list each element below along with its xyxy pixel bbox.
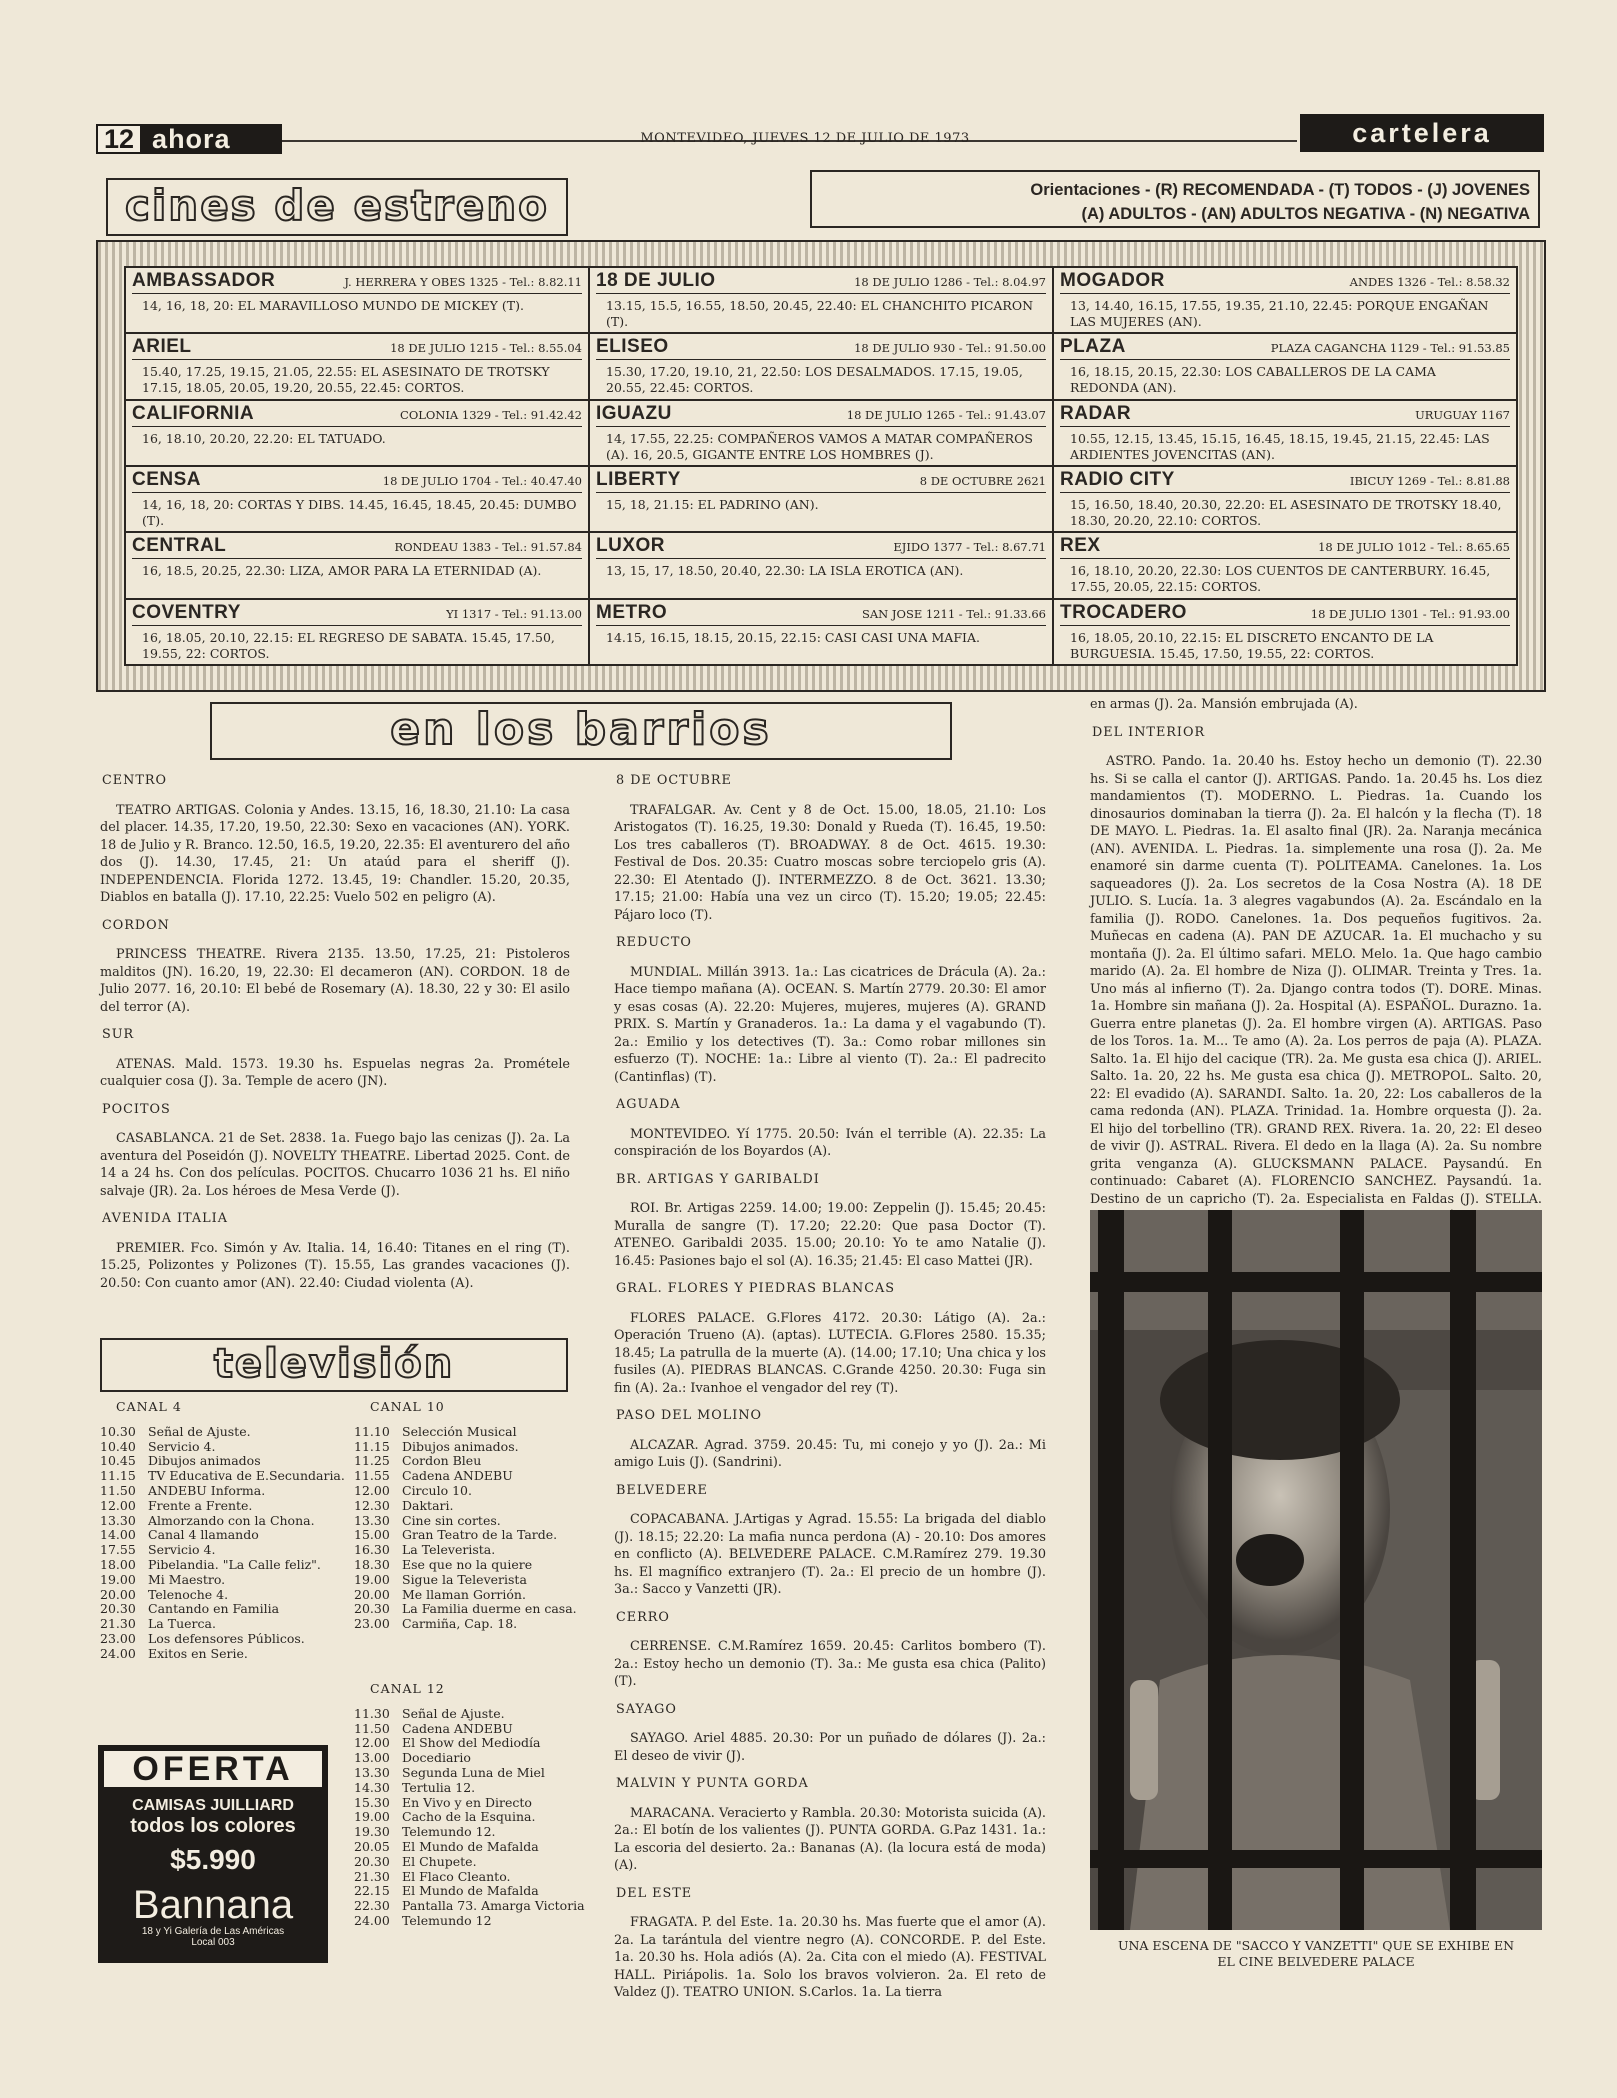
- cinema-address: URUGUAY 1167: [1415, 407, 1510, 422]
- tv-program-title: Selección Musical: [402, 1423, 517, 1439]
- ad-product-line-2: todos los colores: [130, 1815, 296, 1837]
- cinema-listing: [126, 467, 588, 531]
- listing-paragraph: CASABLANCA. 21 de Set. 2838. 1a. Fuego bajo las cenizas (J). 2a. La aventura del Poseidón (J). NOVELTY THEATRE. Libertad 2025. Cont. de 14 a 24 hs. Con dos películas. POCITOS. Chucarro 1036 21 hs. El niño salvaje (JR). 2a. Los héroes de Mesa Verde (J).: [100, 1131, 570, 1199]
- tv-program-time: 20.30: [354, 1853, 390, 1869]
- tv-program-time: 20.30: [354, 1601, 390, 1617]
- cinema-listing: [590, 533, 1052, 597]
- cinema-header: [1060, 535, 1510, 559]
- tv-program-time: 11.15: [354, 1438, 390, 1454]
- tv-program-title: Cine sin cortes.: [402, 1512, 501, 1528]
- barrios-column-3: [1090, 696, 1542, 1236]
- tv-program-row: [354, 1766, 594, 1781]
- tv-program-time: 11.15: [100, 1468, 136, 1484]
- tv-program-title: Tertulia 12.: [402, 1779, 476, 1795]
- cinema-listing: [126, 334, 588, 398]
- canal-4-list: [100, 1425, 350, 1662]
- tv-program-time: 18.30: [354, 1556, 390, 1572]
- cinema-listing: [126, 268, 588, 332]
- canal-12-schedule: [354, 1682, 594, 1929]
- tv-program-row: [354, 1840, 594, 1855]
- cinema-address: YI 1317 - Tel.: 91.13.00: [446, 606, 582, 621]
- tv-program-title: Dibujos animados: [148, 1453, 261, 1469]
- canal-10-heading: CANAL 10: [370, 1399, 445, 1414]
- cinema-listing: [590, 401, 1052, 465]
- tv-program-row: [100, 1602, 350, 1617]
- cinema-address: 8 DE OCTUBRE 2621: [919, 474, 1046, 488]
- cinema-listing: [126, 600, 588, 664]
- neighborhood-heading: MALVIN Y PUNTA GORDA: [616, 1776, 809, 1791]
- listing-paragraph: COPACABANA. J.Artigas y Agrad. 15.55: La brigada del diablo (J). 18.15; 22.20: La mafia nunca perdona (A) - 20.10: Dos amores en conflicto (A). BELVEDERE PALACE. C.M.Ramírez 279. 19.30 hs. El magnífico extranjero (T). 2a.: El precio de un hombre (J). 3a.: Sacco y Vanzetti (JR).: [614, 1512, 1046, 1597]
- cinema-listing: [126, 533, 588, 597]
- cinema-listing: [1054, 467, 1516, 531]
- tv-program-title: El Show del Mediodía: [402, 1735, 541, 1751]
- cinema-header: [132, 535, 582, 559]
- tv-program-title: Exitos en Serie.: [148, 1645, 248, 1661]
- neighborhood-heading: AVENIDA ITALIA: [102, 1211, 228, 1226]
- tv-program-row: [354, 1528, 594, 1543]
- tv-program-title: Docediario: [402, 1750, 471, 1766]
- tv-program-time: 21.30: [354, 1868, 390, 1884]
- ad-store-local: Local 003: [191, 1937, 235, 1948]
- photo-caption: [1090, 1938, 1542, 1970]
- tv-program-row: [354, 1722, 594, 1737]
- tv-program-title: ANDEBU Informa.: [148, 1482, 266, 1498]
- tv-program-title: Ese que no la quiere: [402, 1556, 533, 1572]
- neighborhood-heading: AGUADA: [616, 1097, 681, 1112]
- cinema-header: [1060, 602, 1510, 626]
- section-tag: cartelera: [1300, 114, 1544, 152]
- tv-program-title: Telenoche 4.: [148, 1586, 229, 1602]
- tv-program-title: Canal 4 llamando: [148, 1527, 259, 1543]
- cinema-name: REX: [1060, 535, 1101, 557]
- tv-program-time: 13.30: [100, 1512, 136, 1528]
- cinema-listing: [590, 268, 1052, 332]
- tv-program-row: [354, 1484, 594, 1499]
- cinema-header: [596, 535, 1046, 559]
- cinema-name: PLAZA: [1060, 336, 1126, 358]
- cinema-name: TROCADERO: [1060, 601, 1187, 623]
- cinema-showtimes: 14, 16, 18, 20: EL MARAVILLOSO MUNDO DE MICKEY (T).: [142, 298, 524, 313]
- cinema-address: 18 DE JULIO 1265 - Tel.: 91.43.07: [846, 407, 1046, 422]
- tv-program-row: [100, 1573, 350, 1588]
- tv-program-row: [100, 1484, 350, 1499]
- photo-caption-line-2: EL CINE BELVEDERE PALACE: [1217, 1954, 1415, 1969]
- tv-program-time: 18.00: [100, 1556, 136, 1572]
- cinema-header: [132, 270, 582, 294]
- tv-program-row: [100, 1514, 350, 1529]
- cinema-name: ELISEO: [596, 336, 669, 358]
- canal-12-list: [354, 1707, 594, 1929]
- tv-program-title: TV Educativa de E.Secundaria.: [148, 1468, 345, 1484]
- tv-program-time: 17.55: [100, 1542, 136, 1558]
- cinema-name: CALIFORNIA: [132, 402, 255, 424]
- tv-program-row: [354, 1454, 594, 1469]
- cinema-listing: [1054, 533, 1516, 597]
- canal-4-heading: CANAL 4: [116, 1399, 182, 1414]
- cinema-showtimes: 16, 18.10, 20.20, 22.20: EL TATUADO.: [142, 430, 386, 446]
- tv-program-row: [100, 1558, 350, 1573]
- cinema-address: 18 DE JULIO 1012 - Tel.: 8.65.65: [1318, 540, 1510, 555]
- orientaciones-line-1: Orientaciones - (R) RECOMENDADA - (T) TODOS - (J) JOVENES: [1030, 181, 1530, 199]
- tv-program-row: [100, 1588, 350, 1603]
- dateline: MONTEVIDEO, JUEVES 12 DE JULIO DE 1973: [640, 131, 970, 146]
- tv-program-title: Los defensores Públicos.: [148, 1630, 305, 1646]
- tv-program-title: Señal de Ajuste.: [402, 1705, 505, 1721]
- cinema-address: 18 DE JULIO 1215 - Tel.: 8.55.04: [390, 341, 582, 356]
- cinema-showtimes: 14, 16, 18, 20: CORTAS Y DIBS. 14.45, 16.45, 18.45, 20.45: DUMBO (T).: [142, 497, 577, 528]
- cinema-header: [596, 403, 1046, 427]
- listing-paragraph: en armas (J). 2a. Mansión embrujada (A).: [1090, 697, 1358, 712]
- cinema-header: [132, 469, 582, 493]
- tv-program-title: La Televerista.: [402, 1542, 496, 1558]
- tv-program-row: [100, 1499, 350, 1514]
- cinema-header: [1060, 336, 1510, 360]
- tv-program-time: 22.15: [354, 1883, 390, 1899]
- tv-program-row: [354, 1870, 594, 1885]
- tv-program-row: [354, 1855, 594, 1870]
- television-title: televisión: [100, 1338, 568, 1392]
- tv-program-time: 20.30: [100, 1601, 136, 1617]
- tv-program-row: [100, 1454, 350, 1469]
- cinema-name: MOGADOR: [1060, 270, 1165, 291]
- cinema-listing: [1054, 600, 1516, 664]
- cinema-header: [596, 336, 1046, 360]
- cinema-address: IBICUY 1269 - Tel.: 8.81.88: [1349, 474, 1510, 488]
- tv-program-row: [354, 1810, 594, 1825]
- listing-paragraph: CERRENSE. C.M.Ramírez 1659. 20.45: Carlitos bombero (T). 2a.: Estoy hecho un demonio (T). 3a.: Me gusta esa chica (Palito) (T).: [614, 1639, 1046, 1689]
- neighborhood-heading: BELVEDERE: [616, 1482, 708, 1498]
- cinema-address: 18 DE JULIO 1704 - Tel.: 40.47.40: [382, 474, 582, 488]
- tv-program-time: 16.30: [354, 1542, 390, 1558]
- cinema-showtimes: 13, 14.40, 16.15, 17.55, 19.35, 21.10, 22.45: PORQUE ENGAÑAN LAS MUJERES (AN).: [1070, 298, 1489, 329]
- orientaciones-legend: [810, 170, 1540, 228]
- tv-program-title: El Mundo de Mafalda: [402, 1838, 539, 1854]
- neighborhood-heading: REDUCTO: [616, 935, 692, 950]
- tv-program-row: [354, 1469, 594, 1484]
- tv-program-title: El Chupete.: [402, 1853, 477, 1869]
- cinema-name: AMBASSADOR: [132, 270, 276, 291]
- neighborhood-heading: SUR: [102, 1027, 135, 1042]
- listing-paragraph: FRAGATA. P. del Este. 1a. 20.30 hs. Mas fuerte que el amor (A). 2a. La tarántula del vientre negro (A). CONCORDE. P. del Este. 1a. 20.30 hs. Hola adiós (A). 2a. Cita con el miedo (A). FESTIVAL HALL. Piriápolis. 1a. Solo los bravos volvieron. 2a. El reto de Valdez (J). TEATRO UNION. S.Carlos. 1a. La tierra: [614, 1915, 1046, 2000]
- orientaciones-line-2: (A) ADULTOS - (AN) ADULTOS NEGATIVA - (N) NEGATIVA: [1081, 205, 1530, 223]
- listing-paragraph: MARACANA. Veracierto y Rambla. 20.30: Motorista suicida (A). 2a.: El botín de los valientes (J). PUNTA GORDA. G.Paz 1431. 1a.: La escoria del desierto. 2a.: Bananas (A). (la locura está de moda) (A).: [614, 1805, 1046, 1873]
- neighborhood-heading: 8 DE OCTUBRE: [616, 773, 732, 788]
- listing-paragraph: ROI. Br. Artigas 2259. 14.00; 19.00: Zeppelin (J). 15.45; 20.45: Muralla de sangre (T). 17.20; 22.20: Que pasa Doctor (T). ATENEO. Garibaldi 2035. 15.00; 20.10: Yo te amo Natalie (J). 16.45: Pasiones bajo el sol (A). 16.35; 21.45: El caso Mattei (JR).: [614, 1201, 1046, 1269]
- cinema-listing: [590, 600, 1052, 664]
- tv-program-title: Segunda Luna de Miel: [402, 1764, 545, 1780]
- tv-program-row: [354, 1914, 594, 1929]
- tv-program-time: 21.30: [100, 1616, 136, 1632]
- tv-program-time: 19.00: [354, 1809, 390, 1825]
- cinema-listing: [590, 467, 1052, 531]
- tv-program-time: 20.05: [354, 1838, 390, 1854]
- tv-program-title: Almorzando con la Chona.: [148, 1512, 315, 1528]
- tv-program-time: 13.00: [354, 1750, 390, 1766]
- listing-paragraph: ALCAZAR. Agrad. 3759. 20.45: Tu, mi conejo y yo (J). 2a.: Mi amigo Luis (J). (Sandrini).: [614, 1437, 1046, 1470]
- ad-price: $5.990: [170, 1844, 256, 1875]
- cinema-name: IGUAZU: [596, 402, 672, 424]
- cinema-listing: [1054, 268, 1516, 332]
- tv-program-time: 15.30: [354, 1794, 390, 1810]
- listing-paragraph: PRINCESS THEATRE. Rivera 2135. 13.50, 17.25, 21: Pistoleros malditos (JN). 16.20, 19, 22.30: El decameron (AN). CORDON. 18 de Julio 2077. 16, 20.10: El bebé de Rosemary (A). 18.30, 22 y 30: El asilo del terror (A).: [100, 947, 570, 1015]
- tv-program-title: En Vivo y en Directo: [402, 1794, 532, 1810]
- canal-10-list: [354, 1425, 594, 1632]
- tv-program-time: 11.55: [354, 1468, 390, 1484]
- cinema-address: 18 DE JULIO 930 - Tel.: 91.50.00: [854, 341, 1046, 356]
- cinema-showtimes: 13, 15, 17, 18.50, 20.40, 22.30: LA ISLA EROTICA (AN).: [606, 563, 964, 579]
- neighborhood-heading: POCITOS: [102, 1101, 171, 1117]
- tv-program-time: 11.50: [354, 1720, 390, 1736]
- tv-program-time: 12.30: [354, 1497, 390, 1513]
- cinema-header: [132, 602, 582, 626]
- cinema-name: LUXOR: [596, 535, 665, 557]
- tv-program-time: 19.00: [100, 1571, 136, 1587]
- barrios-column-2: [614, 762, 1046, 2012]
- cinema-name: RADIO CITY: [1060, 469, 1175, 490]
- tv-program-row: [354, 1514, 594, 1529]
- cinema-name: 18 DE JULIO: [596, 270, 716, 291]
- cinema-showtimes: 14, 17.55, 22.25: COMPAÑEROS VAMOS A MATAR COMPAÑEROS (A). 16, 20.5, GIGANTE ENTRE LOS HOMBRES (J).: [606, 430, 1033, 462]
- tv-program-row: [100, 1469, 350, 1484]
- tv-program-time: 14.00: [100, 1527, 136, 1543]
- tv-program-row: [100, 1632, 350, 1647]
- tv-program-row: [354, 1736, 594, 1751]
- tv-program-time: 15.00: [354, 1527, 390, 1543]
- tv-program-title: El Mundo de Mafalda: [402, 1883, 539, 1899]
- cinema-header: [1060, 469, 1510, 493]
- tv-program-row: [354, 1707, 594, 1722]
- tv-program-row: [354, 1796, 594, 1811]
- tv-program-title: Cadena ANDEBU: [402, 1468, 513, 1484]
- tv-program-time: 12.00: [100, 1497, 136, 1513]
- tv-program-time: 22.30: [354, 1898, 390, 1914]
- cinema-name: RADAR: [1060, 402, 1132, 424]
- cinema-address: 18 DE JULIO 1301 - Tel.: 91.93.00: [1310, 606, 1510, 621]
- tv-program-title: Carmiña, Cap. 18.: [402, 1616, 518, 1632]
- cinema-address: PLAZA CAGANCHA 1129 - Tel.: 91.53.85: [1270, 341, 1510, 356]
- tv-program-title: Dibujos animados.: [402, 1438, 519, 1454]
- cinema-listing: [590, 334, 1052, 398]
- cinema-name: CENTRAL: [132, 535, 227, 557]
- canal-10-schedule: [354, 1400, 594, 1632]
- neighborhood-heading: DEL INTERIOR: [1092, 724, 1206, 740]
- tv-program-title: Circulo 10.: [402, 1482, 472, 1498]
- tv-program-row: [354, 1825, 594, 1840]
- tv-program-time: 13.30: [354, 1512, 390, 1528]
- tv-program-title: Cadena ANDEBU: [402, 1720, 513, 1736]
- listing-paragraph: PREMIER. Fco. Simón y Av. Italia. 14, 16.40: Titanes en el ring (T). 15.25, Polizontes y Polizones (T). 15.55, Las grandes vacaciones (J). 20.50: Con cuanto amor (AN). 22.40: Ciudad violenta (A).: [100, 1240, 570, 1291]
- cinema-address: SAN JOSE 1211 - Tel.: 91.33.66: [862, 606, 1046, 621]
- tv-program-time: 12.00: [354, 1735, 390, 1751]
- listing-paragraph: ASTRO. Pando. 1a. 20.40 hs. Estoy hecho un demonio (T). 22.30 hs. Si se calla el cantor (J). ARTIGAS. Pando. 1a. 20.45 hs. Los diez mandamientos (T). MODERNO. L. Piedras. 1a. Cuando los dinosaurios dominaban la tierra (J). 2a. El halcón y la flecha (T). 18 DE MAYO. L. Piedras. 1a. El asalto final (JR). 2a. Naranja mecánica (AN). AVENIDA. L. Piedras. 1a. simplemente una rosa (J). 2a. Me enamoré sin darme cuenta (T). POLITEAMA. Canelones. 1a. Los saqueadores (J). 2a. Los secretos de la Cosa Nostra (A). 18 DE JULIO. S. Lucía. 1a. 3 alegres vagabundos (A). 2a. Escándalo en la familia (J). RODO. Canelones. 1a. Dos pequeños fugitivos. 2a. Muñecas en cadena (A). PAN DE AZUCAR. 1a. El muchacho y su montaña (J). 2a. El último safari. MELO. Melo. 1a. Que hago cambio marido (A). 2a. El hombre de Niza (J). OLIMAR. Treinta y Tres. 1a. Uno más al infierno (T). 2a. Django contra todos (T). DORE. Minas. 1a. Hombre sin mañana (J). 2a. Hospital (A). ESPAÑOL. Durazno. 1a. Guerra entre planetas (J). 2a. El hombre virgen (A). ARTIGAS. Paso de los Toros. 1a. M... Te amo (A). 2a. Los perros de paja (A). PLAZA. Salto. 1a. El hijo del cacique (TR). 2a. Me gusta esa chica (J). ARIEL. Salto. 1a. 20, 22 hs. Me gusta esa chica (J). METROPOL. Salto. 20, 22: El evadido (A). SARANDI. Salto. 1a. 20, 22: Los caballeros de la cama redonda (AN). PLAZA. Trinidad. 1a. Hombre orquesta (J). 2a. El hijo del torbellino (TR). GRAND REX. Rivera. 1a. 20, 22: El deseo de vivir (J). ASTRAL. Rivera. El dedo en la llaga (A). 2a. Su nombre grita venganza (A). GLUCKSMANN PALACE. Paysandú. En continuado: Cabaret (A). FLORENCIO SANCHEZ. Paysandú. 1a. Destino de un capricho (T). 2a. Especialista en Faldas (J). STELLA.: [1090, 754, 1542, 1207]
- cinema-header: [132, 336, 582, 360]
- tv-program-title: Cantando en Familia: [148, 1601, 280, 1617]
- tv-program-row: [354, 1573, 594, 1588]
- tv-program-time: 11.25: [354, 1453, 390, 1469]
- neighborhood-heading: BR. ARTIGAS Y GARIBALDI: [616, 1171, 820, 1187]
- neighborhood-heading: CERRO: [616, 1609, 670, 1625]
- cinema-header: [596, 469, 1046, 493]
- cinema-header: [1060, 270, 1510, 294]
- tv-program-time: 11.30: [354, 1705, 390, 1721]
- tv-program-time: 11.50: [100, 1482, 136, 1498]
- tv-program-time: 23.00: [100, 1630, 136, 1646]
- cinema-address: 18 DE JULIO 1286 - Tel.: 8.04.97: [854, 275, 1046, 289]
- tv-program-title: Pibelandia. "La Calle feliz".: [148, 1556, 321, 1572]
- cinema-showtimes: 16, 18.05, 20.10, 22.15: EL REGRESO DE SABATA. 15.45, 17.50, 19.55, 22: CORTOS.: [142, 629, 555, 661]
- cinema-address: RONDEAU 1383 - Tel.: 91.57.84: [394, 540, 582, 555]
- tv-program-row: [100, 1425, 350, 1440]
- cinema-showtimes: 10.55, 12.15, 13.45, 15.15, 16.45, 18.15, 19.45, 21.15, 22.45: LAS ARDIENTES JOVENCITAS (AN).: [1070, 430, 1490, 462]
- cinema-showtimes: 15, 16.50, 18.40, 20.30, 22.20: EL ASESINATO DE TROTSKY 18.40, 18.30, 20.20, 22.10: CORTOS.: [1070, 497, 1502, 528]
- canal-4-schedule: [100, 1400, 350, 1662]
- tv-program-title: Telemundo 12: [402, 1912, 492, 1928]
- tv-program-row: [354, 1425, 594, 1440]
- tv-program-title: Frente a Frente.: [148, 1497, 253, 1513]
- cinema-listing: [126, 401, 588, 465]
- ad-headline: OFERTA: [104, 1751, 322, 1787]
- sacco-vanzetti-photo: [1090, 1210, 1542, 1930]
- tv-program-row: [354, 1588, 594, 1603]
- tv-program-title: Daktari.: [402, 1497, 454, 1513]
- tv-program-time: 23.00: [354, 1616, 390, 1632]
- tv-program-time: 20.00: [100, 1586, 136, 1602]
- prison-scene-image: [1090, 1210, 1542, 1930]
- cines-estreno-title: cines de estreno: [106, 178, 568, 236]
- tv-program-title: Gran Teatro de la Tarde.: [402, 1527, 558, 1543]
- tv-program-time: 11.10: [354, 1423, 390, 1439]
- cinema-header: [1060, 403, 1510, 427]
- tv-program-time: 10.45: [100, 1453, 136, 1469]
- neighborhood-heading: PASO DEL MOLINO: [616, 1408, 763, 1423]
- tv-program-title: La Familia duerme en casa.: [402, 1601, 577, 1617]
- cinema-name: CENSA: [132, 469, 202, 490]
- cinema-listing: [1054, 401, 1516, 465]
- ad-store-address: 18 y Yi Galería de Las Américas: [141, 1926, 285, 1937]
- publication-name: ahora: [152, 124, 231, 154]
- tv-program-time: 24.00: [354, 1912, 390, 1928]
- cinema-listings-frame: [96, 240, 1546, 692]
- listing-paragraph: FLORES PALACE. G.Flores 4172. 20.30: Látigo (A). 2a.: Operación Trueno (A). (aptas). LUTECIA. G.Flores 2580. 15.35; 18.45; La patrulla de la muerte (A). (14.00; 17.10; Una chica y los fusiles (A). PIEDRAS BLANCAS. C.Grande 4250. 20.30: Fuga sin fin (A). 2a.: Ivanhoe el vengador del rey (T).: [614, 1310, 1046, 1396]
- listing-paragraph: SAYAGO. Ariel 4885. 20.30: Por un puñado de dólares (J). 2a.: El deseo de vivir (J).: [614, 1731, 1046, 1764]
- cinema-showtimes: 14.15, 16.15, 18.15, 20.15, 22.15: CASI CASI UNA MAFIA.: [606, 629, 980, 645]
- cinema-showtimes: 15.40, 17.25, 19.15, 21.05, 22.55: EL ASESINATO DE TROTSKY 17.15, 18.05, 20.05, 19.20, 20.55, 22.45: CORTOS.: [142, 364, 550, 396]
- ad-product-line-1: CAMISAS JUILLIARD: [132, 1797, 294, 1814]
- neighborhood-heading: CORDON: [102, 917, 170, 933]
- cinema-showtimes: 16, 18.10, 20.20, 22.30: LOS CUENTOS DE CANTERBURY. 16.45, 17.55, 20.05, 22.15: CORTOS.: [1070, 563, 1491, 595]
- page-number: 12: [98, 126, 140, 152]
- tv-program-row: [100, 1528, 350, 1543]
- tv-program-time: 13.30: [354, 1764, 390, 1780]
- cinema-address: COLONIA 1329 - Tel.: 91.42.42: [400, 407, 582, 422]
- cinema-showtimes: 15, 18, 21.15: EL PADRINO (AN).: [606, 497, 819, 512]
- tv-program-time: 14.30: [354, 1779, 390, 1795]
- page-number-banner: [96, 124, 282, 154]
- tv-program-time: 12.00: [354, 1482, 390, 1498]
- neighborhood-heading: CENTRO: [102, 773, 167, 788]
- cinema-header: [596, 270, 1046, 294]
- neighborhood-heading: SAYAGO: [616, 1701, 677, 1717]
- tv-program-title: Sigue la Televerista: [402, 1571, 527, 1587]
- tv-program-row: [100, 1647, 350, 1662]
- tv-program-row: [354, 1884, 594, 1899]
- cinema-showtimes: 16, 18.5, 20.25, 22.30: LIZA, AMOR PARA LA ETERNIDAD (A).: [142, 563, 542, 579]
- photo-caption-line-1: UNA ESCENA DE "SACCO Y VANZETTI" QUE SE EXHIBE EN: [1117, 1938, 1515, 1953]
- tv-program-time: 20.00: [354, 1586, 390, 1602]
- tv-program-row: [354, 1543, 594, 1558]
- tv-program-row: [100, 1543, 350, 1558]
- tv-program-time: 10.40: [100, 1438, 136, 1454]
- tv-program-title: Cacho de la Esquina.: [402, 1809, 536, 1825]
- cinema-address: J. HERRERA Y OBES 1325 - Tel.: 8.82.11: [344, 275, 582, 289]
- cinema-name: LIBERTY: [596, 469, 681, 490]
- cinema-name: COVENTRY: [132, 601, 241, 623]
- tv-program-time: 10.30: [100, 1423, 136, 1439]
- neighborhood-heading: DEL ESTE: [616, 1885, 693, 1901]
- tv-program-title: Señal de Ajuste.: [148, 1423, 251, 1439]
- tv-program-row: [354, 1440, 594, 1455]
- neighborhood-heading: GRAL. FLORES Y PIEDRAS BLANCAS: [616, 1281, 896, 1296]
- tv-program-title: Telemundo 12.: [402, 1824, 496, 1840]
- cinema-address: EJIDO 1377 - Tel.: 8.67.71: [893, 540, 1046, 555]
- cinema-header: [596, 602, 1046, 626]
- tv-program-title: Mi Maestro.: [148, 1571, 226, 1587]
- cinema-showtimes: 15.30, 17.20, 19.10, 21, 22.50: LOS DESALMADOS. 17.15, 19.05, 20.55, 22.45: CORTOS.: [606, 364, 1023, 396]
- tv-program-title: El Flaco Cleanto.: [402, 1868, 511, 1884]
- tv-program-title: Pantalla 73. Amarga Victoria: [402, 1898, 585, 1914]
- listing-paragraph: ATENAS. Mald. 1573. 19.30 hs. Espuelas negras 2a. Prométele cualquier cosa (J). 3a. Temple de acero (JN).: [100, 1056, 570, 1089]
- tv-program-title: Servicio 4.: [148, 1438, 216, 1454]
- canal-12-heading: CANAL 12: [370, 1681, 445, 1696]
- ad-store-name: Bannana: [132, 1883, 294, 1927]
- cinema-showtimes: 16, 18.15, 20.15, 22.30: LOS CABALLEROS DE LA CAMA REDONDA (AN).: [1070, 364, 1436, 396]
- tv-program-row: [100, 1440, 350, 1455]
- listing-paragraph: TEATRO ARTIGAS. Colonia y Andes. 13.15, 16, 18.30, 21.10: La casa del placer. 14.35, 17.20, 19.50, 22.30: Sexo en vacaciones (AN). YORK. 18 de Julio y R. Branco. 12.50, 16.5, 19.20, 22.35: El aventurero del año dos (J). 14.30, 17.45, 21: Un ataúd para el sheriff (J). INDEPENDENCIA. Florida 1272. 13.45, 19: Chandler. 15.20, 20.35, Diablos en batalla (J). 17.10, 22.25: Vuelo 502 en peligro (A).: [100, 802, 570, 905]
- tv-program-title: Servicio 4.: [148, 1542, 216, 1558]
- listing-paragraph: MONTEVIDEO. Yí 1775. 20.50: Iván el terrible (A). 22.35: La conspiración de los Boyardos (A).: [614, 1126, 1046, 1159]
- barrios-title: en los barrios: [210, 702, 952, 760]
- oferta-advertisement: [98, 1745, 328, 1963]
- tv-program-title: La Tuerca.: [148, 1616, 216, 1632]
- tv-program-row: [354, 1499, 594, 1514]
- cinema-address: ANDES 1326 - Tel.: 8.58.32: [1349, 275, 1510, 289]
- tv-program-row: [354, 1617, 594, 1632]
- tv-program-row: [354, 1781, 594, 1796]
- cinema-header: [132, 403, 582, 427]
- tv-program-row: [354, 1751, 594, 1766]
- listing-paragraph: TRAFALGAR. Av. Cent y 8 de Oct. 15.00, 18.05, 21.10: Los Aristogatos (T). 16.25, 19.30: Donald y Rueda (T). 16.45, 19.50: Los tres caballeros (T). BROADWAY. 8 de Oct. 4615. 19.30: Festival de Dos. 20.35: Cuatro moscas sobre terciopelo gris (A). 22.30: El Atentado (J). INTERMEZZO. 8 de Oct. 3621. 13.30; 17.15; 21.00: Había una vez un circo (T). 15.20; 19.05; 22.45: Pájaro loco (T).: [614, 802, 1046, 923]
- tv-program-title: Cordon Bleu: [402, 1453, 482, 1469]
- cinema-name: ARIEL: [132, 336, 192, 358]
- tv-program-row: [354, 1602, 594, 1617]
- tv-program-row: [354, 1899, 594, 1914]
- cinema-grid: [124, 266, 1518, 666]
- tv-program-time: 24.00: [100, 1645, 136, 1661]
- tv-program-time: 19.30: [354, 1824, 390, 1840]
- tv-program-time: 19.00: [354, 1571, 390, 1587]
- tv-program-row: [354, 1558, 594, 1573]
- cinema-listing: [1054, 334, 1516, 398]
- cinema-showtimes: 13.15, 15.5, 16.55, 18.50, 20.45, 22.40: EL CHANCHITO PICARON (T).: [606, 298, 1034, 329]
- cinema-showtimes: 16, 18.05, 20.10, 22.15: EL DISCRETO ENCANTO DE LA BURGUESIA. 15.45, 17.50, 19.55, 22: CORTOS.: [1070, 629, 1434, 661]
- listing-paragraph: MUNDIAL. Millán 3913. 1a.: Las cicatrices de Drácula (A). 2a.: Hace tiempo mañana (A). OCEAN. S. Martín 2779. 20.30: El amor y esas cosas (A). 22.20: Mujeres, mujeres, mujeres (A). GRAND PRIX. S. Martín y Granaderos. 1a.: La dama y el vagabundo (T). 2a.: Emilio y los detectives (T). 3a.: Como robar millones sin esfuerzo (T). NOCHE: 1a.: Libre al viento (T). 2a.: El padrecito (Cantinflas) (T).: [614, 964, 1046, 1085]
- barrios-column-1: [100, 762, 570, 1302]
- tv-program-title: Me llaman Gorrión.: [402, 1586, 526, 1602]
- tv-program-row: [100, 1617, 350, 1632]
- cinema-name: METRO: [596, 601, 668, 623]
